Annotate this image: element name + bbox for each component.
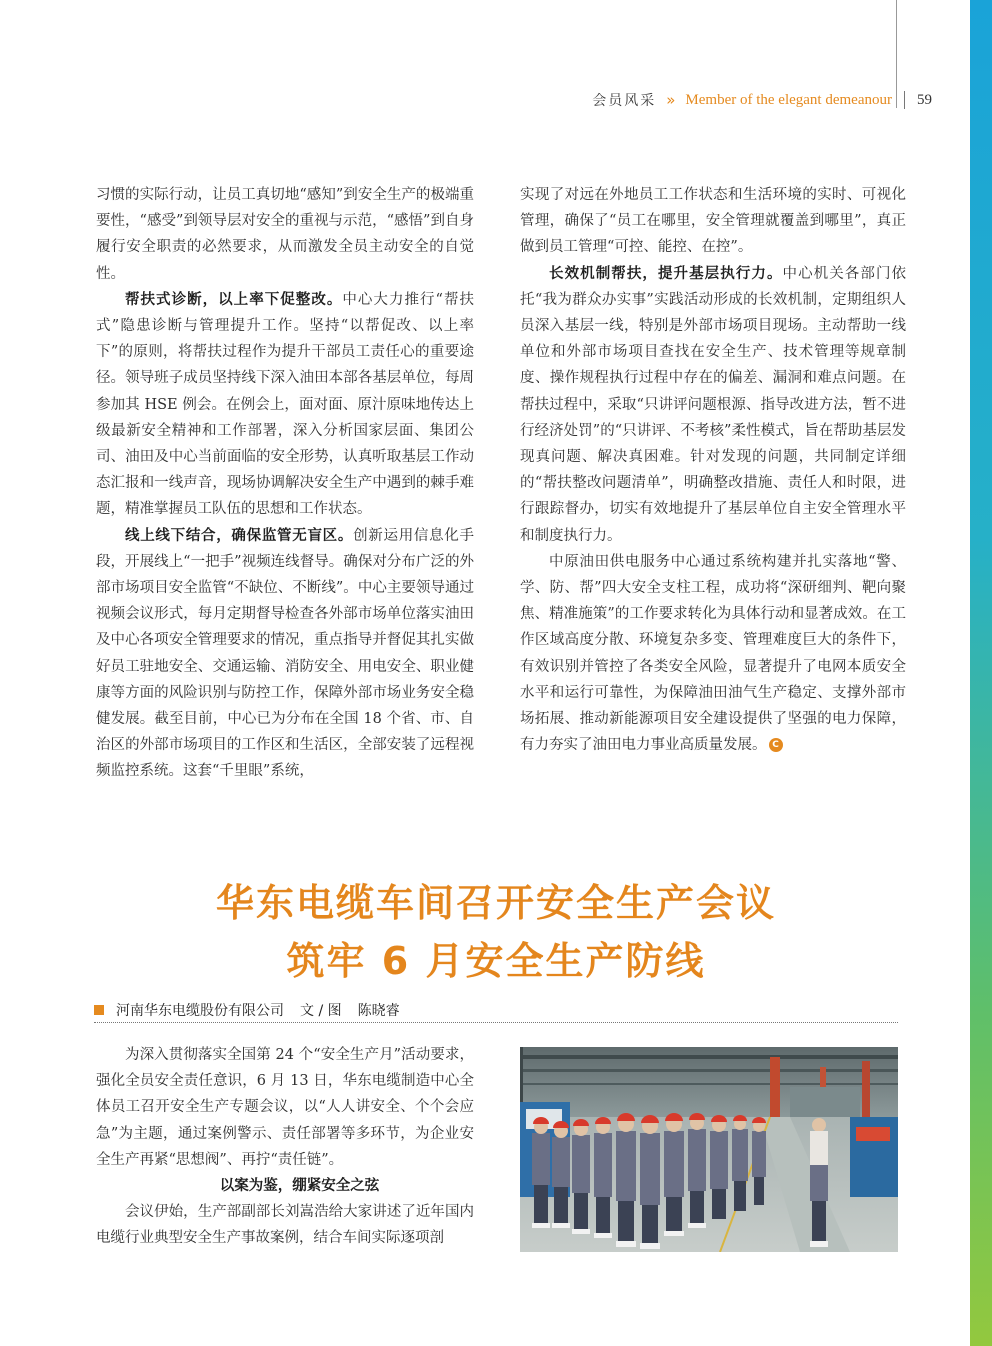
byline <box>94 1000 416 1020</box>
byline-organization: 河南华东电缆股份有限公司 <box>116 1003 284 1019</box>
article-end-icon: C <box>769 738 783 752</box>
paragraph: 会议伊始，生产部副部长刘嵩浩给大家讲述了近年国内电缆行业典型安全生产事故案例，结合车间实际逐项剖 <box>96 1204 474 1247</box>
paragraph <box>520 261 906 549</box>
header-separator <box>904 91 905 109</box>
article-photo <box>520 1047 898 1252</box>
paragraph <box>520 549 906 759</box>
article-title-line-1: 华东电缆车间召开安全生产会议 <box>215 881 776 925</box>
paragraph-body: 中心大力推行“帮扶式”隐患诊断与管理提升工作。坚持“以帮促改、以上率下”的原则，将帮扶过程作为提升干部员工责任心的重要途径。领导班子成员坚持线下深入油田本部各基层单位，每周参加其 HSE 例会。在例会上，面对面、原汁原味地传达上级最新安全精神和工作部署，深入分析国家层面、集团公司、油田及中心当前面临的安全形势，认真听取基层工作动态汇报和一线声音，现场协调解决安全生产中遇到的棘手难题，精准掌握员工队伍的思想和工作状态。 <box>96 291 474 518</box>
article-subheading: 以案为鉴，绷紧安全之弦 <box>219 1178 380 1195</box>
paragraph-body: 中原油田供电服务中心通过系统构建并扎实落地“警、学、防、帮”四大安全支柱工程，成功将“深研细判、靶向聚焦、精准施策”的工作要求转化为具体行动和显著成效。在工作区域高度分散、环境复杂多变、管理难度巨大的条件下，有效识别并管控了各类安全风险，显著提升了电网本质安全水平和运行可靠性，为保障油田油气生产稳定、支撑外部市场拓展、推动新能源项目安全建设提供了坚强的电力保障，有力夯实了油田电力事业高质量发展。 <box>520 553 906 754</box>
right-text-column <box>520 182 906 758</box>
paragraph: 实现了对远在外地员工工作状态和生活环境的实时、可视化管理，确保了“员工在哪里，安全管理就覆盖到哪里”，真正做到员工管理“可控、能控、在控”。 <box>520 187 906 256</box>
paragraph: 习惯的实际行动，让员工真切地“感知”到安全生产的极端重要性，“感受”到领导层对安全的重视与示范，“感悟”到自身履行安全职责的必然要求，从而激发全员主动安全的自觉性。 <box>96 187 474 282</box>
byline-role: 文 / 图 <box>300 1003 342 1019</box>
paragraph: 为深入贯彻落实全国第 24 个“安全生产月”活动要求，强化全员安全责任意识，6 月 13 日，华东电缆制造中心全体员工召开安全生产专题会议，以“人人讲安全、个个会应急”为主题，通过案例警示、责任部署等多环节，为企业安全生产再紧“思想阀”、再拧“责任链”。 <box>96 1047 474 1168</box>
section-name-english: Member of the elegant demeanour <box>685 91 892 108</box>
page-number: 59 <box>917 91 932 108</box>
paragraph-lead: 帮扶式诊断，以上率下促整改。 <box>125 291 343 308</box>
article-title-line-2: 筑牢 6 月安全生产防线 <box>286 939 706 983</box>
byline-divider <box>94 1022 898 1023</box>
byline-square-icon <box>94 1005 104 1015</box>
paragraph-body: 中心机关各部门依托“我为群众办实事”实践活动形成的长效机制，定期组织人员深入基层一线，特别是外部市场项目现场。主动帮助一线单位和外部市场项目查找在安全生产、技术管理等规章制度、操作规程执行过程中存在的偏差、漏洞和难点问题。在帮扶过程中，采取“只讲评问题根源、指导改进方法，暂不进行经济处罚”的“只讲评、不考核”柔性模式，旨在帮助基层发现真问题、解决真困难。针对发现的问题，共同制定详细的“帮扶整改问题清单”，明确整改措施、责任人和时限，进行跟踪督办，切实有效地提升了基层单位自主安全管理水平和制度执行力。 <box>520 265 907 544</box>
article-text-column <box>96 1042 474 1252</box>
decorative-color-strip <box>970 0 992 1346</box>
left-text-column <box>96 182 474 785</box>
paragraph-body: 创新运用信息化手段，开展线上“一把手”视频连线督导。确保对分布广泛的外部市场项目安全监管“不缺位、不断线”。中心主要领导通过视频会议形式，每月定期督导检查各外部市场单位落实油田及中心各项安全管理要求的情况，重点指导并督促其扎实做好员工驻地安全、交通运输、消防安全、用电安全、职业健康等方面的风险识别与防控工作，保障外部市场业务安全稳健发展。截至目前，中心已为分布在全国 18 个省、市、自治区的外部市场项目的工作区和生活区，全部安装了远程视频监控系统。这套“千里眼”系统， <box>96 527 475 780</box>
byline-author: 陈晓睿 <box>357 1003 400 1019</box>
section-name: 会员风采 <box>592 93 657 109</box>
chevron-right-icon: » <box>666 91 676 109</box>
running-head <box>592 90 932 110</box>
paragraph <box>96 287 474 523</box>
paragraph-lead: 线上线下结合，确保监管无盲区。 <box>125 527 354 544</box>
factory-meeting-photo <box>520 1047 898 1252</box>
paragraph-lead: 长效机制帮扶，提升基层执行力。 <box>549 265 783 282</box>
paragraph <box>96 523 474 785</box>
